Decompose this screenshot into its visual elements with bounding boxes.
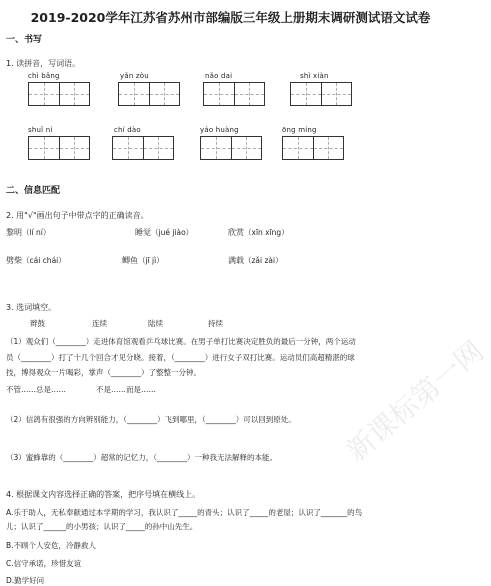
fill-blank-sentence: （3）蜜蜂靠的（________）超常的记忆力，（________）一种我无法解释的本能。	[6, 453, 278, 462]
word: 满载	[228, 256, 244, 265]
word-item	[6, 227, 50, 238]
section-heading-matching: 二、信息匹配	[6, 186, 61, 196]
fill-blank-sentence: 技，博得观众一片喝彩，掌声（________）了整整一分钟。	[6, 368, 201, 377]
word-choice: 连续	[92, 319, 107, 328]
pinyin-label: ōng míng	[282, 126, 317, 134]
question-3-prompt: 3. 选词填空。	[6, 303, 57, 312]
writing-grid[interactable]	[203, 82, 265, 106]
word: 黎明	[6, 228, 22, 237]
writing-grid[interactable]	[28, 82, 90, 106]
word-item	[6, 255, 66, 266]
word-item	[122, 255, 164, 266]
word-choice: 陆续	[148, 319, 163, 328]
word-choice: 持续	[208, 319, 223, 328]
pinyin-options[interactable]: （jué jiào）	[151, 228, 194, 237]
pinyin-label: shì xiàn	[300, 72, 329, 80]
pinyin-label: chí dào	[114, 126, 141, 134]
word-item	[228, 227, 289, 238]
fill-blank-sentence: 员（________）打了十几个回合才见分晓。接着，（________）进行女子双打比赛。运动员们高超精湛的球	[6, 353, 355, 362]
writing-grid[interactable]	[28, 136, 90, 160]
writing-grid[interactable]	[112, 136, 174, 160]
answer-option-c: C.信守承诺，珍惜友谊	[6, 559, 82, 568]
pinyin-options[interactable]: （zǎi zài）	[244, 256, 283, 265]
question-1-prompt: 1. 读拼音，写词语。	[6, 59, 81, 68]
word-item	[228, 255, 283, 266]
pinyin-label: nǎo dai	[205, 72, 233, 80]
question-2-prompt: 2. 用"√"画出句子中带点字的正确读音。	[6, 211, 149, 220]
answer-option-b: B.不顾个人安危，冷静救人	[6, 541, 97, 550]
word-item	[135, 227, 193, 238]
answer-option-d: D.勤学好问	[6, 576, 45, 585]
answer-option-a: A.乐于助人，无私奉献通过本学期的学习，我认识了_____的青头；认识了_____的老屋；认识了_______的鸟	[6, 508, 363, 517]
pinyin-options[interactable]: （jī jì）	[138, 256, 164, 265]
pinyin-label: shuǐ ní	[28, 126, 53, 134]
fill-blank-sentence: 不管……总是…… 不是……而是……	[6, 385, 156, 394]
page-title: 2019-2020学年江苏省苏州市部编版三年级上册期末调研测试语文试卷	[30, 10, 431, 25]
word: 欣赏	[228, 228, 244, 237]
pinyin-label: yǎn zòu	[120, 72, 149, 80]
writing-grid[interactable]	[290, 82, 352, 106]
question-4-prompt: 4. 根据课文内容选择正确的答案，把序号填在横线上。	[6, 490, 201, 499]
answer-option-a-continued: 儿；认识了______的小男孩；认识了_____的孙中山先生。	[6, 522, 198, 531]
pinyin-options[interactable]: （xīn xīng）	[244, 228, 289, 237]
writing-grid[interactable]	[282, 136, 344, 160]
section-heading-writing: 一、书写	[6, 35, 43, 45]
word: 鲫鱼	[122, 256, 138, 265]
word-choice: 辫鼓	[30, 319, 45, 328]
fill-blank-sentence: （1）观众们（________）走进体育馆观看乒乓球比赛。在男子单打比赛决定胜负的最后一分钟，两个运动	[6, 337, 356, 346]
pinyin-label: yáo huàng	[200, 126, 239, 134]
writing-grid[interactable]	[200, 136, 262, 160]
word: 劈柴	[6, 256, 22, 265]
word: 睡觉	[135, 228, 151, 237]
pinyin-options[interactable]: （lí ní）	[22, 228, 51, 237]
watermark: 新课标第一网	[340, 334, 490, 468]
pinyin-options[interactable]: （cái chái）	[22, 256, 66, 265]
pinyin-label: chì bǎng	[28, 72, 60, 80]
fill-blank-sentence: （2）信鸽有很强的方向辨别能力，（________）飞到哪里，（________）可以回到原处。	[6, 415, 296, 424]
writing-grid[interactable]	[118, 82, 180, 106]
